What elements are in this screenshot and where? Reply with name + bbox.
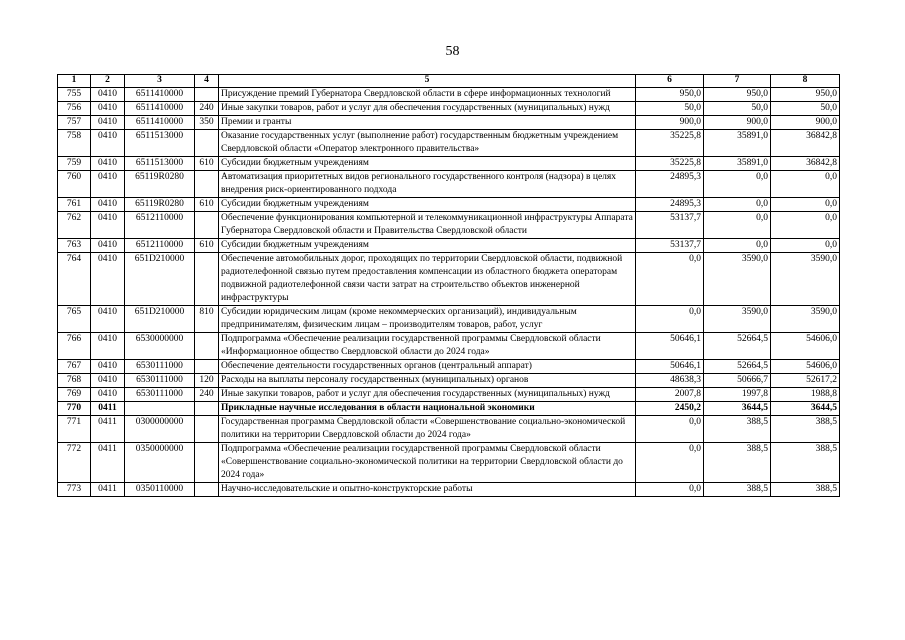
- row-number: 771: [58, 416, 91, 443]
- section-code: 0410: [91, 333, 125, 360]
- row-number: 763: [58, 239, 91, 253]
- value-col8: 50,0: [771, 102, 840, 116]
- value-col7: 0,0: [704, 212, 771, 239]
- section-code: 0410: [91, 306, 125, 333]
- target-code: 651D210000: [125, 306, 195, 333]
- value-col8: 388,5: [771, 483, 840, 497]
- col-header: 6: [636, 75, 704, 88]
- target-code: 6530111000: [125, 374, 195, 388]
- section-code: 0410: [91, 360, 125, 374]
- expense-type: [195, 402, 219, 416]
- value-col6: 50646,1: [636, 360, 704, 374]
- section-code: 0410: [91, 212, 125, 239]
- value-col8: 0,0: [771, 171, 840, 198]
- value-col6: 0,0: [636, 253, 704, 306]
- section-code: 0410: [91, 116, 125, 130]
- value-col7: 3590,0: [704, 253, 771, 306]
- expense-type: [195, 483, 219, 497]
- row-number: 757: [58, 116, 91, 130]
- value-col8: 54606,0: [771, 333, 840, 360]
- value-col6: 48638,3: [636, 374, 704, 388]
- expense-type: 350: [195, 116, 219, 130]
- value-col7: 0,0: [704, 239, 771, 253]
- target-code: 0350110000: [125, 483, 195, 497]
- row-number: 755: [58, 88, 91, 102]
- expense-type: [195, 130, 219, 157]
- table-row: [58, 130, 840, 157]
- row-number: 764: [58, 253, 91, 306]
- item-name: Научно-исследовательские и опытно-конструкторские работы: [219, 483, 636, 497]
- target-code: 6511410000: [125, 88, 195, 102]
- value-col6: 24895,3: [636, 171, 704, 198]
- target-code: 6512110000: [125, 239, 195, 253]
- item-name: Субсидии бюджетным учреждениям: [219, 157, 636, 171]
- value-col7: 388,5: [704, 416, 771, 443]
- table-row: [58, 306, 840, 333]
- target-code: 65119R0280: [125, 198, 195, 212]
- header-row: [58, 75, 840, 88]
- value-col8: 36842,8: [771, 157, 840, 171]
- target-code: 6511513000: [125, 130, 195, 157]
- item-name: Автоматизация приоритетных видов регионального государственного контроля (надзора) в целях внедрения риск-ориентированного подхода: [219, 171, 636, 198]
- value-col6: 0,0: [636, 306, 704, 333]
- item-name: Иные закупки товаров, работ и услуг для обеспечения государственных (муниципальных) нужд: [219, 102, 636, 116]
- value-col6: 50,0: [636, 102, 704, 116]
- value-col6: 900,0: [636, 116, 704, 130]
- value-col6: 53137,7: [636, 212, 704, 239]
- item-name: Прикладные научные исследования в области национальной экономики: [219, 402, 636, 416]
- row-number: 769: [58, 388, 91, 402]
- value-col8: 36842,8: [771, 130, 840, 157]
- table-row: [58, 212, 840, 239]
- item-name: Обеспечение деятельности государственных органов (центральный аппарат): [219, 360, 636, 374]
- value-col7: 1997,8: [704, 388, 771, 402]
- expense-type: [195, 212, 219, 239]
- value-col7: 50,0: [704, 102, 771, 116]
- expense-type: 120: [195, 374, 219, 388]
- target-code: 6511513000: [125, 157, 195, 171]
- table-row: [58, 388, 840, 402]
- table-row: [58, 402, 840, 416]
- table-row: [58, 171, 840, 198]
- item-name: Подпрограмма «Обеспечение реализации государственной программы Свердловской области «Информационное общество Свердловской области до 2024 года»: [219, 333, 636, 360]
- expense-type: [195, 360, 219, 374]
- value-col8: 388,5: [771, 443, 840, 483]
- item-name: Подпрограмма «Обеспечение реализации государственной программы Свердловской области «Совершенствование социально-экономической политики на территории Свердловской области до 2024 года»: [219, 443, 636, 483]
- value-col8: 3590,0: [771, 306, 840, 333]
- value-col6: 0,0: [636, 416, 704, 443]
- item-name: Государственная программа Свердловской области «Совершенствование социально-экономической политики на территории Свердловской области до 2024 года»: [219, 416, 636, 443]
- value-col7: 52664,5: [704, 360, 771, 374]
- expense-type: [195, 171, 219, 198]
- expense-type: [195, 333, 219, 360]
- expense-type: 810: [195, 306, 219, 333]
- target-code: 6530111000: [125, 360, 195, 374]
- row-number: 766: [58, 333, 91, 360]
- value-col6: 35225,8: [636, 157, 704, 171]
- table-row: [58, 157, 840, 171]
- expense-type: [195, 88, 219, 102]
- section-code: 0410: [91, 171, 125, 198]
- target-code: 651D210000: [125, 253, 195, 306]
- section-code: 0410: [91, 374, 125, 388]
- item-name: Присуждение премий Губернатора Свердловской области в сфере информационных технологий: [219, 88, 636, 102]
- value-col8: 3590,0: [771, 253, 840, 306]
- value-col6: 53137,7: [636, 239, 704, 253]
- target-code: 0350000000: [125, 443, 195, 483]
- target-code: 0300000000: [125, 416, 195, 443]
- expense-type: 610: [195, 198, 219, 212]
- expense-type: [195, 416, 219, 443]
- value-col8: 388,5: [771, 416, 840, 443]
- value-col7: 388,5: [704, 483, 771, 497]
- row-number: 772: [58, 443, 91, 483]
- value-col7: 950,0: [704, 88, 771, 102]
- col-header: 5: [219, 75, 636, 88]
- value-col7: 0,0: [704, 198, 771, 212]
- value-col8: 54606,0: [771, 360, 840, 374]
- expense-type: 240: [195, 388, 219, 402]
- item-name: Обеспечение автомобильных дорог, проходящих по территории Свердловской области, подвижной радиотелефонной связью путем предоставления компенсации из областного бюджета операторам подвижной радиотелефонной связи части затрат на строительство объектов инженерной инфраструктуры: [219, 253, 636, 306]
- value-col6: 50646,1: [636, 333, 704, 360]
- value-col6: 2450,2: [636, 402, 704, 416]
- table-row: [58, 416, 840, 443]
- section-code: 0411: [91, 443, 125, 483]
- col-header: 4: [195, 75, 219, 88]
- table-row: [58, 102, 840, 116]
- col-header: 2: [91, 75, 125, 88]
- table-row: [58, 88, 840, 102]
- col-header: 7: [704, 75, 771, 88]
- row-number: 758: [58, 130, 91, 157]
- section-code: 0410: [91, 388, 125, 402]
- row-number: 765: [58, 306, 91, 333]
- value-col8: 3644,5: [771, 402, 840, 416]
- table-row: [58, 239, 840, 253]
- value-col7: 388,5: [704, 443, 771, 483]
- value-col7: 3590,0: [704, 306, 771, 333]
- value-col7: 50666,7: [704, 374, 771, 388]
- item-name: Субсидии бюджетным учреждениям: [219, 239, 636, 253]
- value-col7: 900,0: [704, 116, 771, 130]
- table-row: [58, 374, 840, 388]
- value-col6: 0,0: [636, 443, 704, 483]
- value-col8: 950,0: [771, 88, 840, 102]
- section-code: 0411: [91, 416, 125, 443]
- value-col6: 24895,3: [636, 198, 704, 212]
- value-col7: 0,0: [704, 171, 771, 198]
- value-col6: 950,0: [636, 88, 704, 102]
- table-row: [58, 253, 840, 306]
- target-code: 6511410000: [125, 116, 195, 130]
- section-code: 0410: [91, 130, 125, 157]
- table-row: [58, 333, 840, 360]
- col-header: 3: [125, 75, 195, 88]
- table-row: [58, 116, 840, 130]
- expense-type: [195, 253, 219, 306]
- section-code: 0410: [91, 102, 125, 116]
- item-name: Обеспечение функционирования компьютерной и телекоммуникационной инфраструктуры Аппарата Губернатора Свердловской области и Правительства Свердловской области: [219, 212, 636, 239]
- item-name: Премии и гранты: [219, 116, 636, 130]
- row-number: 759: [58, 157, 91, 171]
- item-name: Субсидии юридическим лицам (кроме некоммерческих организаций), индивидуальным предпринимателям, физическим лицам – производителям товаров, работ, услуг: [219, 306, 636, 333]
- section-code: 0410: [91, 198, 125, 212]
- item-name: Оказание государственных услуг (выполнение работ) государственным бюджетным учреждением Свердловской области «Оператор электронного правительства»: [219, 130, 636, 157]
- value-col6: 35225,8: [636, 130, 704, 157]
- value-col7: 35891,0: [704, 157, 771, 171]
- value-col7: 52664,5: [704, 333, 771, 360]
- table-row: [58, 443, 840, 483]
- target-code: 6530000000: [125, 333, 195, 360]
- row-number: 770: [58, 402, 91, 416]
- expense-type: 610: [195, 157, 219, 171]
- expense-type: 610: [195, 239, 219, 253]
- row-number: 756: [58, 102, 91, 116]
- value-col6: 2007,8: [636, 388, 704, 402]
- expense-type: 240: [195, 102, 219, 116]
- section-code: 0410: [91, 253, 125, 306]
- row-number: 760: [58, 171, 91, 198]
- section-code: 0410: [91, 239, 125, 253]
- item-name: Расходы на выплаты персоналу государственных (муниципальных) органов: [219, 374, 636, 388]
- table-body: [58, 88, 840, 497]
- col-header: 8: [771, 75, 840, 88]
- row-number: 762: [58, 212, 91, 239]
- row-number: 761: [58, 198, 91, 212]
- row-number: 773: [58, 483, 91, 497]
- value-col8: 0,0: [771, 239, 840, 253]
- target-code: 65119R0280: [125, 171, 195, 198]
- value-col6: 0,0: [636, 483, 704, 497]
- section-code: 0411: [91, 483, 125, 497]
- table-row: [58, 198, 840, 212]
- target-code: [125, 402, 195, 416]
- value-col7: 35891,0: [704, 130, 771, 157]
- item-name: Субсидии бюджетным учреждениям: [219, 198, 636, 212]
- page-number: 58: [445, 44, 460, 59]
- row-number: 768: [58, 374, 91, 388]
- value-col8: 52617,2: [771, 374, 840, 388]
- section-code: 0410: [91, 157, 125, 171]
- budget-table: [57, 74, 840, 497]
- target-code: 6511410000: [125, 102, 195, 116]
- value-col8: 900,0: [771, 116, 840, 130]
- value-col7: 3644,5: [704, 402, 771, 416]
- item-name: Иные закупки товаров, работ и услуг для обеспечения государственных (муниципальных) нужд: [219, 388, 636, 402]
- expense-type: [195, 443, 219, 483]
- section-code: 0411: [91, 402, 125, 416]
- value-col8: 0,0: [771, 198, 840, 212]
- table-row: [58, 483, 840, 497]
- row-number: 767: [58, 360, 91, 374]
- col-header: 1: [58, 75, 91, 88]
- table-row: [58, 360, 840, 374]
- target-code: 6530111000: [125, 388, 195, 402]
- section-code: 0410: [91, 88, 125, 102]
- value-col8: 0,0: [771, 212, 840, 239]
- value-col8: 1988,8: [771, 388, 840, 402]
- target-code: 6512110000: [125, 212, 195, 239]
